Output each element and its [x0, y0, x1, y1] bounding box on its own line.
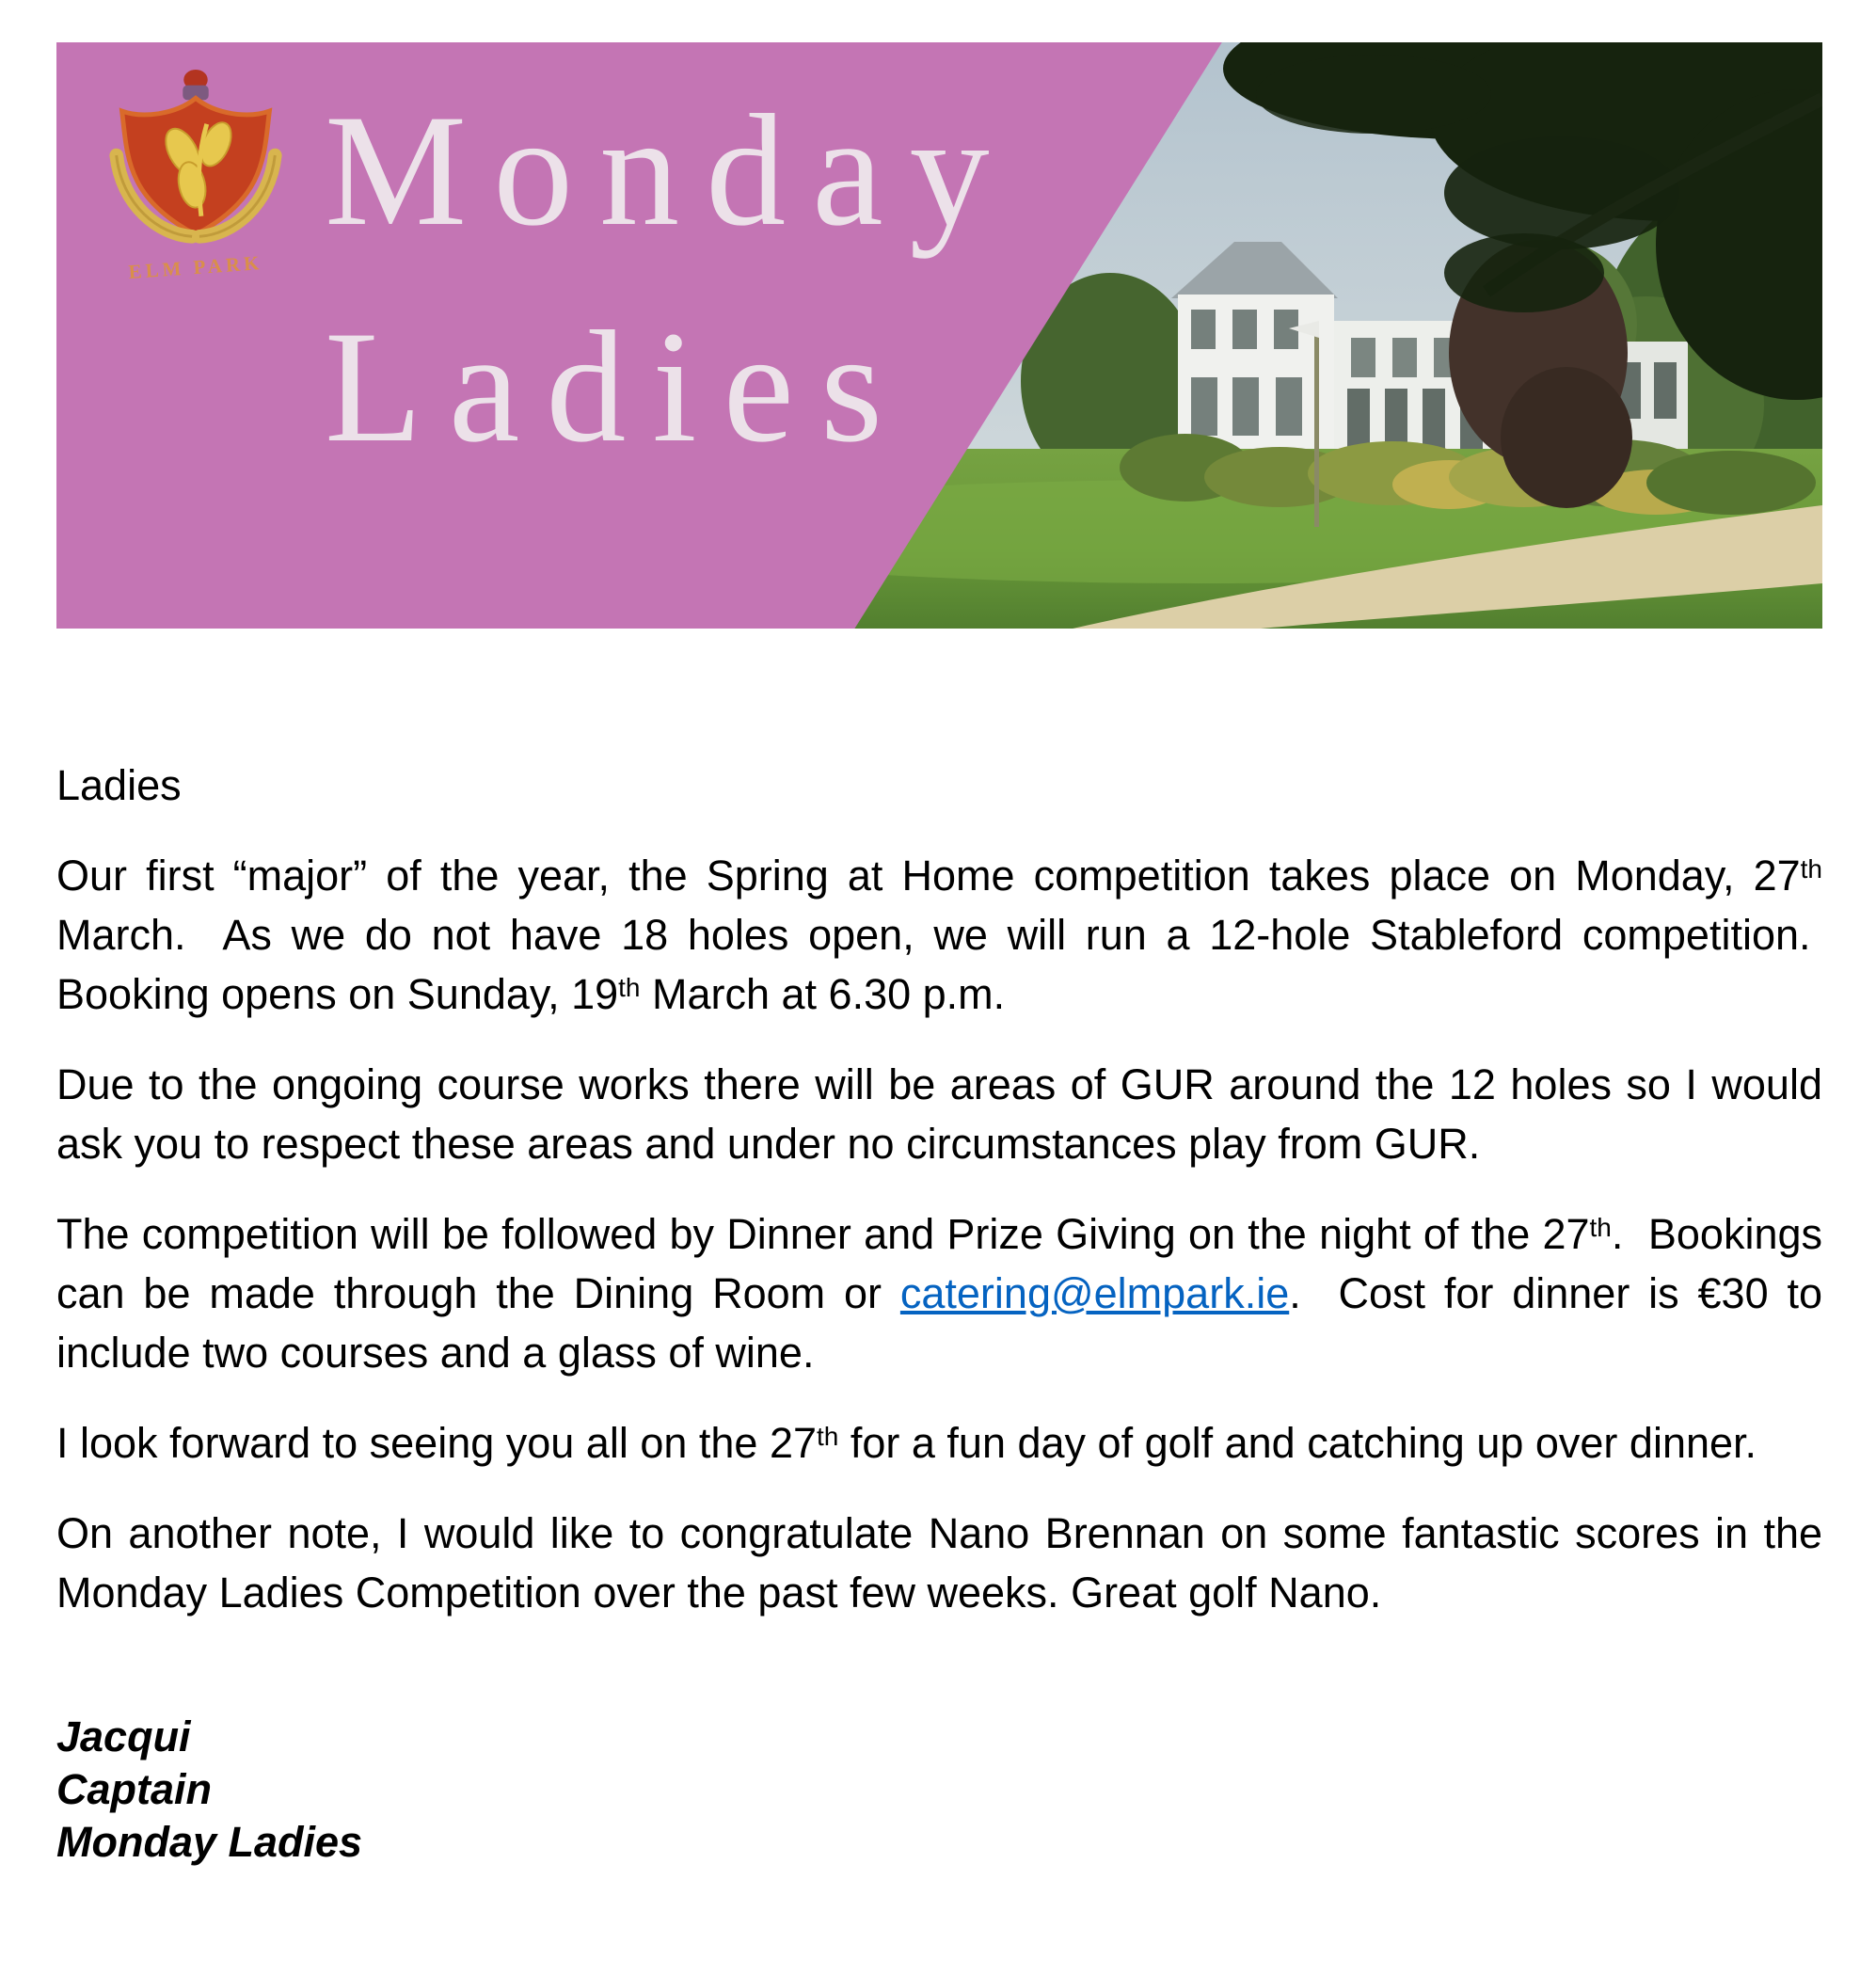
banner-title-line1: Monday	[325, 82, 1016, 259]
header-banner	[56, 42, 1822, 629]
text-run: March at 6.30 p.m.	[640, 970, 1006, 1018]
crest-club-name: ELM PARK	[127, 251, 264, 283]
signature-title: Captain	[56, 1765, 213, 1813]
text-run: March. As we do not have 18 holes open, we will run a 12-hole Stableford competition. Booking opens on Sunday, 19	[56, 911, 1822, 1018]
text-run: for a fun day of golf and catching up over dinner.	[838, 1419, 1757, 1467]
signature-group: Monday Ladies	[56, 1818, 363, 1866]
paragraph-gur-notice: Due to the ongoing course works there will be areas of GUR around the 12 holes so I would ask you to respect these areas and under no circumstances play from GUR.	[56, 1060, 1822, 1168]
signature-name: Jacqui	[56, 1712, 191, 1760]
club-crest-icon	[94, 67, 297, 251]
superscript-th: th	[1800, 854, 1822, 884]
greeting: Ladies	[56, 761, 182, 809]
newsletter-body	[56, 756, 1822, 1869]
paragraph-dinner-prizegiving	[56, 1204, 1822, 1382]
paragraph-congratulations: On another note, I would like to congratulate Nano Brennan on some fantastic scores in the Monday Ladies Competition over the past few weeks. Great golf Nano.	[56, 1509, 1822, 1617]
superscript-th: th	[618, 973, 641, 1003]
paragraph-spring-competition	[56, 846, 1822, 1024]
club-crest	[94, 67, 297, 283]
paragraph-look-forward	[56, 1413, 1822, 1473]
signature-block	[56, 1711, 1822, 1869]
text-run: The competition will be followed by Dinner and Prize Giving on the night of the 27	[56, 1210, 1590, 1258]
banner-title-line2: Ladies	[325, 298, 910, 475]
superscript-th: th	[817, 1422, 839, 1452]
text-run: . Cost for dinner is €30 to include two courses and a glass of wine.	[56, 1269, 1823, 1377]
text-run: . Bookings can be made through the Dining Room or	[56, 1210, 1822, 1317]
banner-title	[325, 62, 1016, 495]
superscript-th: th	[1589, 1213, 1612, 1243]
text-run: Our first “major” of the year, the Spring at Home competition takes place on Monday, 27	[56, 852, 1801, 900]
text-run: I look forward to seeing you all on the 27	[56, 1419, 818, 1467]
catering-email-link[interactable]: catering@elmpark.ie	[899, 1269, 1290, 1317]
